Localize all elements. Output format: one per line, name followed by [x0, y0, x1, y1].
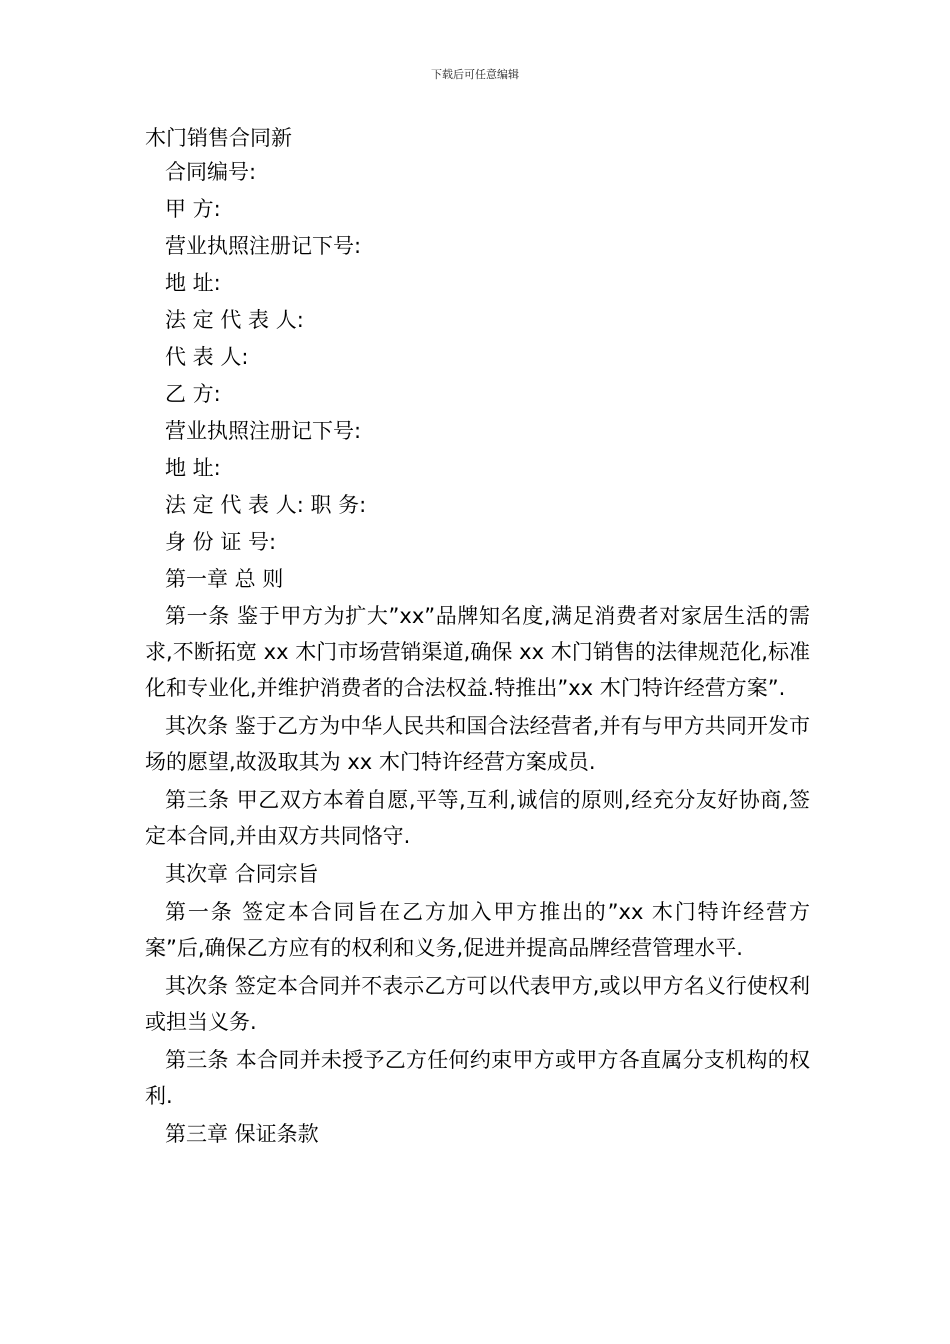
contract-document — [145, 122, 810, 1152]
field-party-a: 甲 方: — [165, 197, 221, 221]
chapter-2-article-1: 第一条 签定本合同旨在乙方加入甲方推出的”xx 木门特许经营方案”后,确保乙方应有的权利和义务,促进并提高品牌经营管理水平. — [145, 900, 810, 960]
chapter-1-heading: 第一章 总 则 — [165, 567, 284, 591]
field-contract-number: 合同编号: — [165, 160, 257, 184]
page-header-note: 下载后可任意编辑 — [431, 68, 519, 81]
chapter-1-article-3: 第三条 甲乙双方本着自愿,平等,互利,诚信的原则,经充分友好协商,签定本合同,并由双方共同恪守. — [145, 788, 810, 848]
chapter-1-article-1: 第一条 鉴于甲方为扩大”xx”品牌知名度,满足消费者对家居生活的需求,不断拓宽 xx 木门市场营销渠道,确保 xx 木门销售的法律规范化,标准化和专业化,并维护消费者的合法权益.特推出”xx 木门特许经营方案”. — [145, 604, 810, 700]
chapter-2-article-2: 其次条 签定本合同并不表示乙方可以代表甲方,或以甲方名义行使权利或担当义务. — [145, 974, 810, 1034]
chapter-2-heading: 其次章 合同宗旨 — [165, 862, 319, 886]
chapter-1-article-2: 其次条 鉴于乙方为中华人民共和国合法经营者,并有与甲方共同开发市场的愿望,故汲取其为 xx 木门特许经营方案成员. — [145, 714, 810, 774]
document-title: 木门销售合同新 — [145, 126, 292, 150]
field-party-b-legal-rep: 法 定 代 表 人: 职 务: — [165, 493, 367, 517]
field-party-a-legal-rep: 法 定 代 表 人: — [165, 308, 304, 332]
field-party-a-rep: 代 表 人: — [165, 345, 249, 369]
field-party-b-license: 营业执照注册记下号: — [165, 419, 362, 443]
field-party-a-license: 营业执照注册记下号: — [165, 234, 362, 258]
field-party-b-address: 地 址: — [165, 456, 221, 480]
chapter-2-article-3: 第三条 本合同并未授予乙方任何约束甲方或甲方各直属分支机构的权利. — [145, 1048, 810, 1108]
field-party-a-address: 地 址: — [165, 271, 221, 295]
chapter-3-heading: 第三章 保证条款 — [165, 1122, 319, 1146]
field-party-b: 乙 方: — [165, 382, 221, 406]
field-party-b-id-number: 身 份 证 号: — [165, 530, 277, 554]
